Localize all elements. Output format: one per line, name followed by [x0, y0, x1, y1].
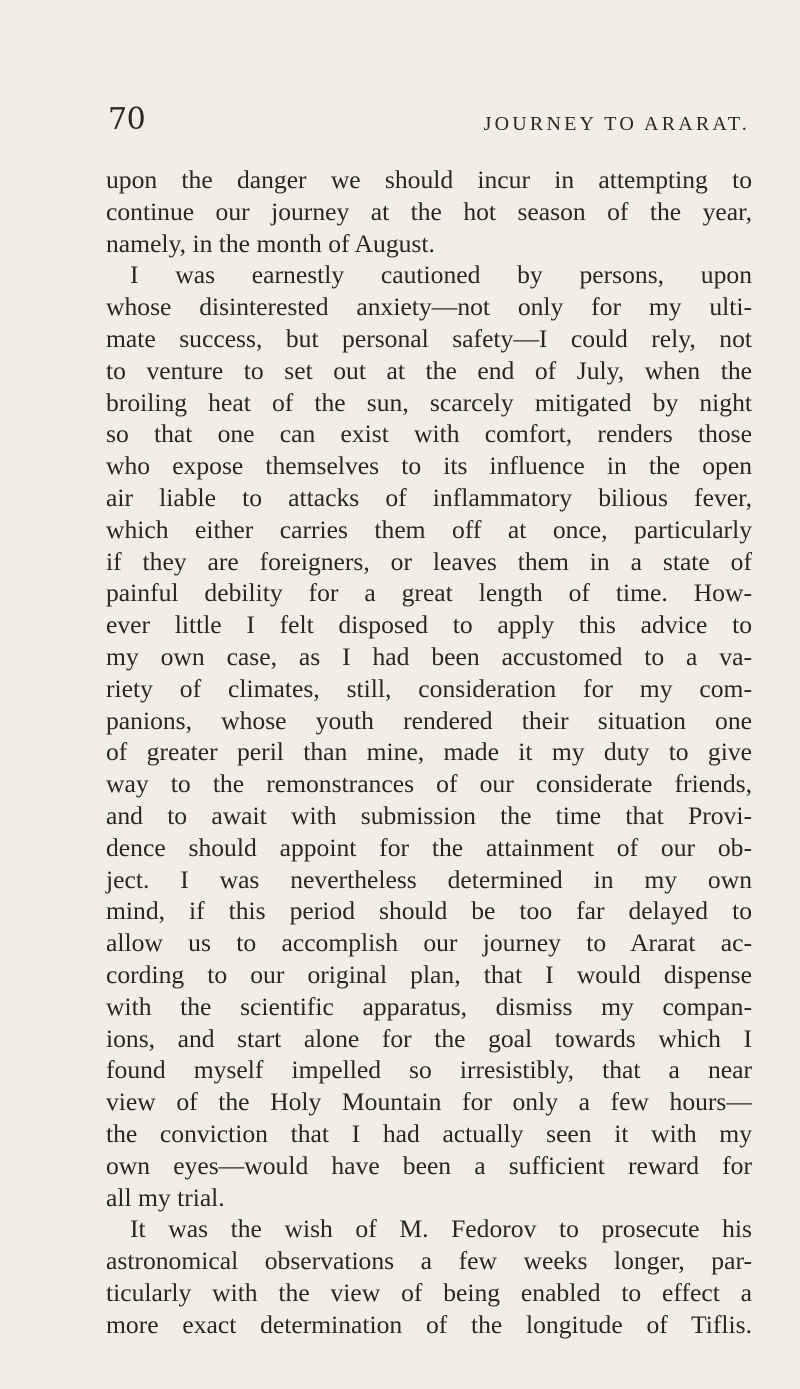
text-line: found myself impelled so irresistibly, that a near [106, 1055, 752, 1085]
text-line: with the scientific apparatus, dismiss my compan- [106, 991, 752, 1021]
text-line: the conviction that I had actually seen it with my [106, 1118, 752, 1148]
text-line: continue our journey at the hot season of the year, [106, 196, 752, 226]
text-line: dence should appoint for the attainment of our ob- [106, 832, 752, 862]
text-line: namely, in the month of August. [106, 228, 435, 258]
text-line: and to await with submission the time that Provi- [106, 800, 752, 830]
text-line: which either carries them off at once, particularly [106, 514, 752, 544]
text-line: so that one can exist with comfort, renders those [106, 419, 752, 449]
text-line: to venture to set out at the end of July, when the [106, 355, 752, 385]
text-line: allow us to accomplish our journey to Ararat ac- [106, 928, 752, 958]
text-line: all my trial. [106, 1182, 225, 1212]
text-line: ticularly with the view of being enabled to effect a [106, 1277, 752, 1307]
body-text [106, 164, 752, 1340]
text-line: riety of climates, still, consideration for my com- [106, 673, 752, 703]
text-line: cording to our original plan, that I would dispense [106, 959, 752, 989]
text-line: ever little I felt disposed to apply this advice to [106, 610, 752, 640]
text-line: whose disinterested anxiety—not only for my ulti- [106, 292, 752, 322]
text-line: upon the danger we should incur in attempting to [106, 165, 752, 194]
running-head [108, 102, 750, 142]
text-line: It was the wish of M. Fedorov to prosecute his [130, 1214, 752, 1244]
text-line: way to the remonstrances of our considerate friends, [106, 769, 752, 799]
text-line: broiling heat of the sun, scarcely mitigated by night [106, 387, 752, 417]
text-line: more exact determination of the longitude of Tiflis. [106, 1309, 752, 1339]
text-line: view of the Holy Mountain for only a few hours— [106, 1087, 752, 1117]
text-line: my own case, as I had been accustomed to a va- [106, 641, 752, 671]
text-line: own eyes—would have been a sufficient reward for [106, 1150, 752, 1180]
text-line: panions, whose youth rendered their situation one [106, 705, 752, 735]
text-line: if they are foreigners, or leaves them in a state of [106, 546, 752, 576]
text-line: astronomical observations a few weeks longer, par- [106, 1246, 752, 1276]
page-number: 70 [108, 102, 146, 137]
text-line: ions, and start alone for the goal towards which I [106, 1023, 752, 1053]
text-line: air liable to attacks of inflammatory bilious fever, [106, 482, 752, 512]
text-line: painful debility for a great length of time. How- [106, 578, 752, 608]
text-line: ject. I was nevertheless determined in my own [106, 864, 752, 894]
text-line: of greater peril than mine, made it my duty to give [106, 737, 752, 767]
text-line: who expose themselves to its influence in the open [106, 451, 752, 481]
text-line: mate success, but personal safety—I could rely, not [106, 323, 752, 353]
running-title: JOURNEY TO ARARAT. [483, 113, 750, 135]
text-line: I was earnestly cautioned by persons, upon [130, 260, 752, 290]
text-line: mind, if this period should be too far delayed to [106, 896, 752, 926]
